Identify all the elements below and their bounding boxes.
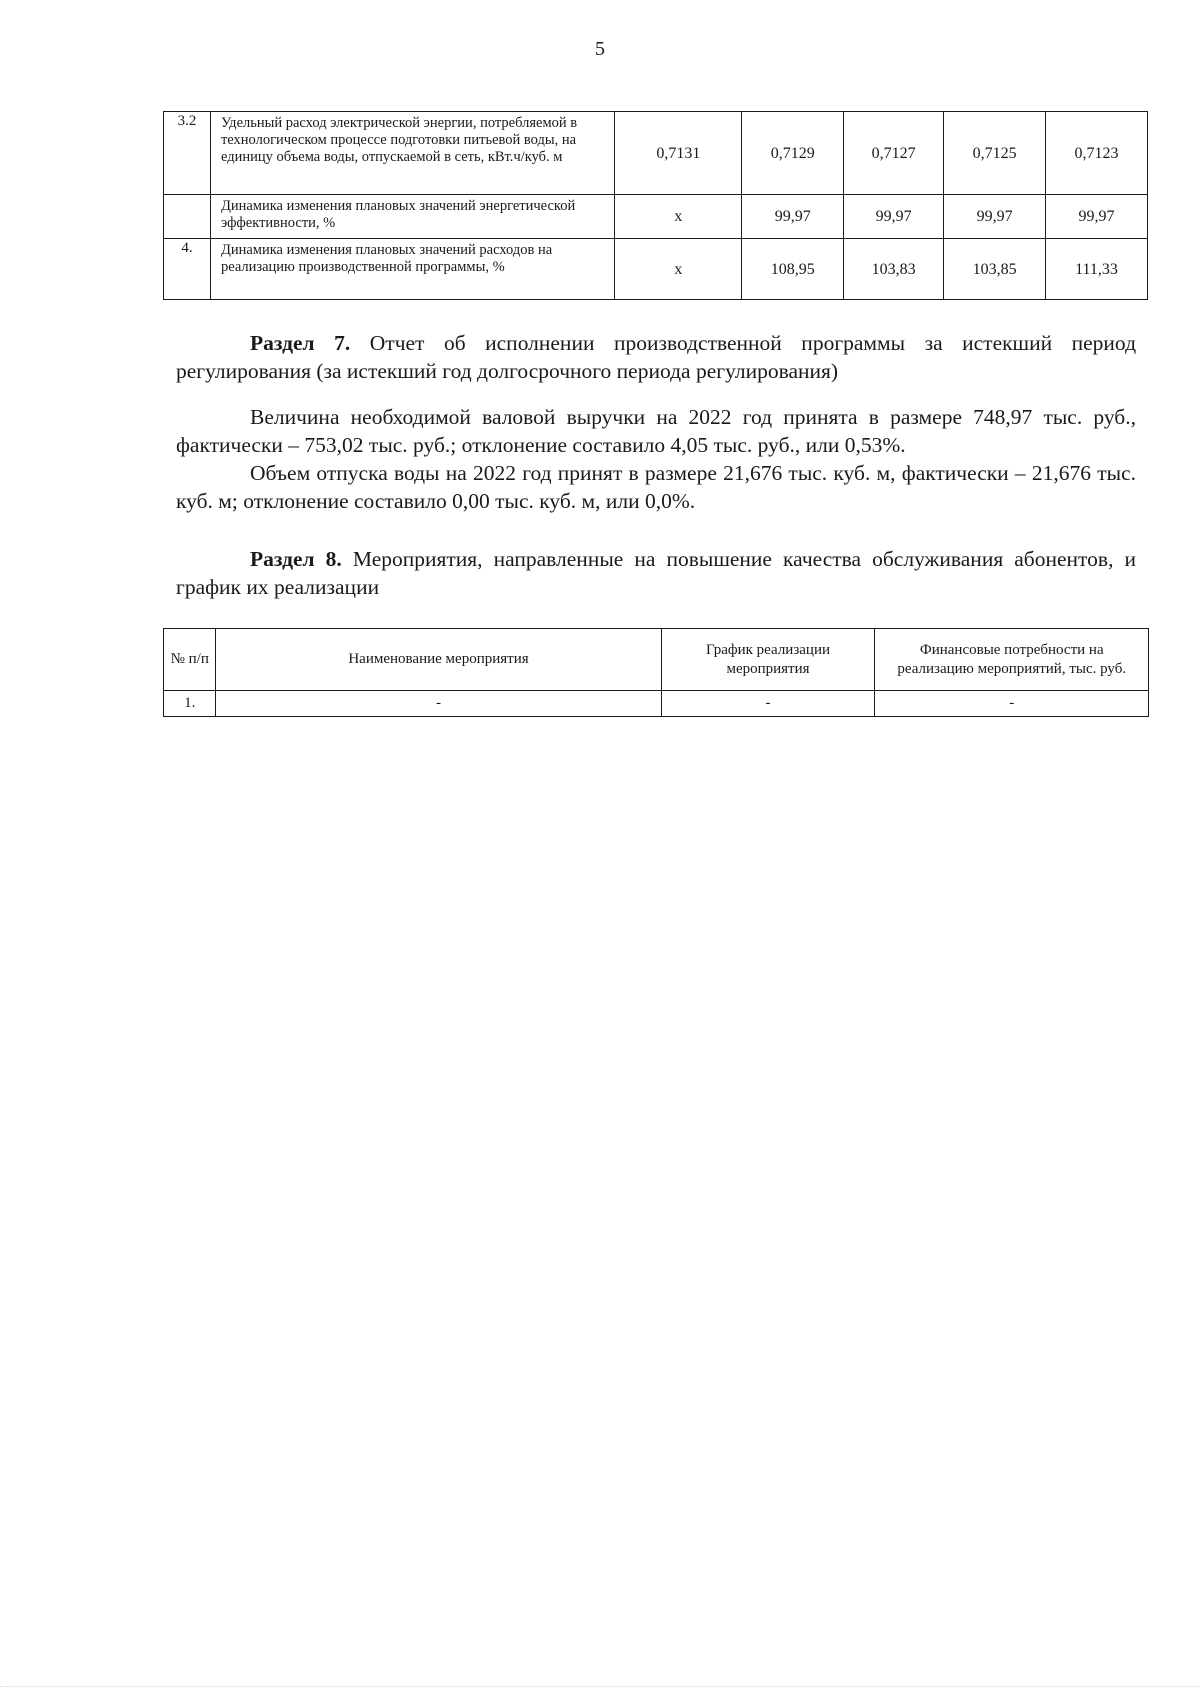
table-row [164,239,1148,300]
column-header-name: Наименование мероприятия [216,629,661,691]
value-cell: 111,33 [1046,239,1148,300]
measures-table [163,628,1149,717]
energy-efficiency-table [163,111,1148,300]
value-cell: 0,7127 [844,112,944,195]
section-7-label: Раздел 7. [250,331,351,355]
value-cell: 103,85 [944,239,1046,300]
measure-schedule: - [661,691,875,717]
value-cell: 0,7129 [742,112,844,195]
section-7-heading [176,329,1136,385]
table-header-row [164,629,1149,691]
measure-finance: - [875,691,1149,717]
section-8-label: Раздел 8. [250,547,342,571]
value-cell: 99,97 [844,195,944,239]
section-8-heading [176,545,1136,601]
row-description: Удельный расход электрической энергии, потребляемой в технологическом процессе подготовки питьевой воды, на единицу объема воды, отпускаемой в сеть, кВт.ч/куб. м [210,112,614,195]
value-cell: x [615,239,742,300]
revenue-paragraph: Величина необходимой валовой выручки на 2022 год принята в размере 748,97 тыс. руб., фактически – 753,02 тыс. руб.; отклонение составило 4,05 тыс. руб., или 0,53%. [176,405,1136,457]
row-description: Динамика изменения плановых значений расходов на реализацию производственной программы, % [210,239,614,300]
value-cell: 99,97 [742,195,844,239]
page-number: 5 [595,38,605,60]
section-7-title: Отчет об исполнении производственной программы за истекший период регулирования (за истекший год долгосрочного периода регулирования) [176,331,1137,383]
value-cell: 99,97 [1046,195,1148,239]
row-index [164,195,211,239]
column-header-num: № п/п [164,629,216,691]
water-volume-paragraph: Объем отпуска воды на 2022 год принят в размере 21,676 тыс. куб. м, фактически – 21,676 тыс. куб. м; отклонение составило 0,00 тыс. куб. м, или 0,0%. [176,461,1136,513]
row-index: 4. [164,239,211,300]
value-cell: 103,83 [844,239,944,300]
value-cell: 108,95 [742,239,844,300]
table-row [164,195,1148,239]
value-cell: x [615,195,742,239]
value-cell: 99,97 [944,195,1046,239]
row-description: Динамика изменения плановых значений энергетической эффективности, % [210,195,614,239]
column-header-finance: Финансовые потребности на реализацию мероприятий, тыс. руб. [875,629,1149,691]
table-row [164,691,1149,717]
section-8-title: Мероприятия, направленные на повышение качества обслуживания абонентов, и график их реализации [176,547,1136,599]
value-cell: 0,7131 [615,112,742,195]
table-row [164,112,1148,195]
column-header-schedule: График реализации мероприятия [661,629,875,691]
value-cell: 0,7123 [1046,112,1148,195]
row-number: 1. [164,691,216,717]
scan-edge-line [0,1686,1200,1688]
value-cell: 0,7125 [944,112,1046,195]
row-index: 3.2 [164,112,211,195]
measure-name: - [216,691,661,717]
